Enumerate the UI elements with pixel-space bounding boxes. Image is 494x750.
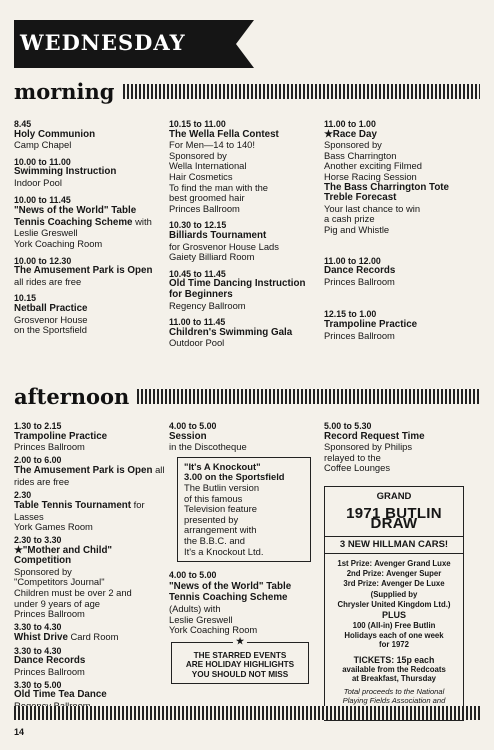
knockout-detail: presented by: [184, 513, 239, 525]
event-title: Billiards Tournament: [169, 229, 267, 241]
event-detail: on the Sportsfield: [14, 324, 87, 336]
event-entry: [14, 535, 168, 620]
event-detail: Sponsored by: [324, 139, 382, 151]
event-entry: [14, 119, 164, 151]
note-line: THE STARRED EVENTS: [193, 650, 287, 660]
event-entry: [169, 269, 319, 311]
event-title: Dance Records: [14, 655, 86, 667]
event-detail: all rides are free: [14, 275, 82, 287]
event-entry: [169, 317, 319, 349]
event-time: 10.00 to 11.45: [14, 194, 71, 205]
event-title: ★"Mother and Child" Competition: [14, 544, 113, 567]
event-title-suffix: with: [132, 215, 152, 227]
day-title: WEDNESDAY: [20, 30, 186, 55]
event-entry: [14, 622, 168, 644]
event-detail: Sponsored by: [169, 149, 227, 161]
event-detail: Princes Ballroom: [324, 329, 395, 341]
event-entry: [169, 119, 319, 214]
event-title: Trampoline Practice: [14, 430, 108, 442]
event-entry: [14, 490, 168, 533]
event-entry: [324, 256, 480, 288]
event-title-suffix: (Adults) with: [169, 602, 221, 614]
morning-column-1: [14, 119, 164, 342]
afternoon-heading-text: afternoon: [14, 383, 130, 409]
event-title: Old Time Dancing Instruction for Beginners: [169, 278, 306, 300]
event-time: 11.00 to 1.00: [324, 119, 376, 129]
event-detail: Indoor Pool: [14, 176, 62, 188]
knockout-box: [177, 457, 311, 562]
event-detail: a cash prize: [324, 213, 375, 225]
event-title: Whist Drive: [14, 632, 68, 644]
day-banner: [14, 18, 258, 70]
footer-hatch-bar: [14, 706, 480, 720]
event-title-suffix: Card Room: [67, 631, 119, 643]
knockout-detail: It's a Knockout Ltd.: [184, 545, 264, 557]
draw-proceeds: Playing Fields Association and: [342, 695, 446, 705]
event-detail: in the Discotheque: [169, 441, 247, 453]
knockout-detail: the B.B.C. and: [184, 534, 245, 546]
draw-availability: at Breakfast, Thursday: [351, 674, 437, 684]
event-time: 4.00 to 5.00: [169, 570, 217, 581]
draw-tickets: TICKETS: 15p each: [353, 654, 435, 665]
afternoon-column-2: [169, 421, 317, 684]
draw-holiday: Holidays each of one week: [344, 630, 444, 640]
event-detail: Sponsored by Philips: [324, 441, 413, 453]
event-detail: best groomed hair: [169, 192, 245, 204]
event-title: The Amusement Park is Open: [14, 465, 153, 477]
knockout-detail: Television feature: [184, 503, 257, 515]
morning-hatch-bar: [123, 84, 481, 99]
event-detail: Camp Chapel: [14, 139, 72, 151]
event-detail: Your last chance to win: [324, 202, 421, 214]
event-title: ★Race Day: [324, 128, 377, 140]
event-detail: Gaiety Billiard Room: [169, 251, 255, 263]
event-detail: Horse Racing Session: [324, 170, 417, 182]
event-title: "News of the World" Table Tennis Coaching Scheme: [14, 205, 137, 228]
draw-grand: GRAND: [376, 490, 412, 502]
event-entry: [324, 421, 464, 474]
event-time: 1.30 to 2.15: [14, 421, 62, 431]
event-time: 10.15 to 11.00: [169, 119, 226, 129]
draw-holiday: for 1972: [379, 640, 409, 650]
afternoon-column-3: [324, 421, 464, 721]
draw-holiday: 100 (All-in) Free Butlin: [352, 620, 436, 630]
event-title: Session: [169, 430, 207, 442]
event-title: Old Time Tea Dance: [14, 689, 107, 701]
morning-column-3: [324, 119, 480, 347]
event-entry: [324, 309, 480, 341]
draw-plus: PLUS: [381, 610, 406, 621]
note-line: ARE HOLIDAY HIGHLIGHTS: [185, 660, 295, 670]
event-detail: Outdoor Pool: [169, 337, 225, 349]
event-title: Swimming Instruction: [14, 166, 117, 178]
note-line: YOU SHOULD NOT MISS: [191, 669, 289, 679]
event-title-suffix: all rides are free: [14, 464, 165, 487]
event-time: 3.30 to 4.30: [14, 621, 62, 632]
draw-availability: available from the Redcoats: [342, 665, 446, 675]
afternoon-heading: [14, 383, 480, 409]
event-detail: Sponsored by: [14, 565, 72, 577]
event-title: Netball Practice: [14, 302, 88, 314]
event-entry: [14, 293, 164, 335]
event-time: 11.00 to 12.00: [324, 255, 381, 266]
event-detail: Coffee Lounges: [324, 462, 391, 474]
event-detail: For Men—14 to 140!: [169, 139, 255, 151]
knockout-title: "It's A Knockout": [184, 460, 261, 472]
event-title: Dance Records: [324, 265, 396, 277]
event-title-suffix: for Lasses: [14, 499, 145, 522]
event-entry: [169, 421, 317, 453]
knockout-detail: The Butlin version: [184, 481, 260, 493]
event-title: Trampoline Practice: [324, 318, 418, 330]
event-detail: under 9 years of age: [14, 597, 100, 609]
draw-cars: 3 NEW HILLMAN CARS!: [325, 536, 463, 555]
morning-heading-text: morning: [14, 78, 115, 104]
event-detail: York Coaching Room: [14, 237, 103, 249]
draw-proceeds: Total proceeds to the National: [343, 686, 445, 696]
event-title: The Amusement Park is Open: [14, 265, 153, 277]
starred-events-note: [171, 635, 309, 684]
event-detail: Princes Ballroom: [324, 275, 395, 287]
event-title: Children's Swimming Gala: [169, 326, 293, 338]
event-time: 3.30 to 4.30: [14, 645, 62, 656]
morning-heading: [14, 78, 480, 104]
event-time: 4.00 to 5.00: [169, 421, 217, 431]
event-detail: Bass Charrington: [324, 149, 397, 161]
event-time: 8.45: [14, 119, 32, 129]
draw-prize-2: 2nd Prize: Avenger Super: [346, 568, 442, 578]
afternoon-column-1: [14, 421, 168, 713]
event-detail: Grosvenor House: [14, 313, 88, 325]
event-detail: Leslie Greswell: [14, 227, 78, 239]
knockout-detail: arrangement with: [184, 524, 257, 536]
event-detail: York Games Room: [14, 521, 93, 533]
event-detail: Princes Ballroom: [14, 608, 85, 620]
event-subtitle: The Bass Charrington Tote Treble Forecast: [324, 181, 450, 204]
knockout-detail: of this famous: [184, 492, 243, 504]
event-entry: [14, 256, 164, 288]
event-detail: To find the man with the: [169, 181, 269, 193]
event-detail: "Competitors Journal": [14, 576, 105, 588]
event-detail: Leslie Greswell: [169, 613, 233, 625]
event-title: Holy Communion: [14, 128, 96, 140]
draw-headline: 1971 BUTLIN DRAW: [346, 504, 442, 533]
event-detail: York Coaching Room: [169, 624, 258, 636]
star-icon: ★: [233, 637, 247, 646]
event-time: 10.00 to 12.30: [14, 255, 72, 266]
draw-supplied: Chrysler United Kingdom Ltd.): [337, 599, 451, 609]
event-entry: [14, 421, 168, 453]
event-detail: Another exciting Filmed: [324, 160, 422, 172]
event-time: 12.15 to 1.00: [324, 309, 377, 320]
event-time: 10.45 to 11.45: [169, 268, 226, 279]
event-detail: for Grosvenor House Lads: [169, 240, 279, 252]
event-detail: Princes Ballroom: [169, 202, 240, 214]
draw-supplied: (Supplied by: [370, 590, 418, 600]
event-detail: Pig and Whistle: [324, 223, 390, 235]
event-time: 5.00 to 5.30: [324, 421, 372, 431]
event-detail: Princes Ballroom: [14, 666, 85, 678]
afternoon-hatch-bar: [137, 389, 480, 404]
event-detail: relayed to the: [324, 451, 381, 463]
event-title: Record Request Time: [324, 430, 425, 442]
page-number: 14: [14, 727, 25, 737]
event-time: 10.00 to 11.00: [14, 156, 71, 167]
event-detail: Wella International: [169, 160, 247, 172]
event-detail: Hair Cosmetics: [169, 170, 233, 182]
event-detail: Princes Ballroom: [14, 441, 85, 453]
event-title: "News of the World" Table Tennis Coaching Scheme: [169, 580, 292, 604]
event-time: 3.30 to 5.00: [14, 679, 62, 690]
event-time: 10.30 to 12.15: [169, 220, 227, 231]
event-entry: [324, 119, 480, 236]
event-title: The Wella Fella Contest: [169, 128, 279, 140]
event-title: Table Tennis Tournament: [14, 500, 132, 512]
event-detail: Children must be over 2 and: [14, 586, 132, 598]
event-entry: [169, 220, 319, 262]
event-time: 11.00 to 11.45: [169, 317, 226, 328]
event-entry: [14, 646, 168, 678]
event-entry: [14, 455, 168, 488]
event-time: 10.15: [14, 293, 37, 304]
event-entry: [14, 157, 164, 189]
draw-prize-1: 1st Prize: Avenger Grand Luxe: [337, 559, 451, 569]
event-entry: [14, 195, 164, 250]
draw-prize-3: 3rd Prize: Avenger De Luxe: [343, 578, 445, 588]
butlin-draw-box: [324, 486, 464, 721]
event-time: 2.00 to 6.00: [14, 454, 62, 465]
event-detail: Regency Ballroom: [169, 299, 246, 311]
event-time: 2.30 to 3.30: [14, 534, 62, 545]
event-entry: [169, 570, 317, 636]
knockout-subtitle: 3.00 on the Sportsfield: [184, 471, 285, 483]
morning-column-2: [169, 119, 319, 355]
event-time: 2.30: [14, 489, 32, 500]
